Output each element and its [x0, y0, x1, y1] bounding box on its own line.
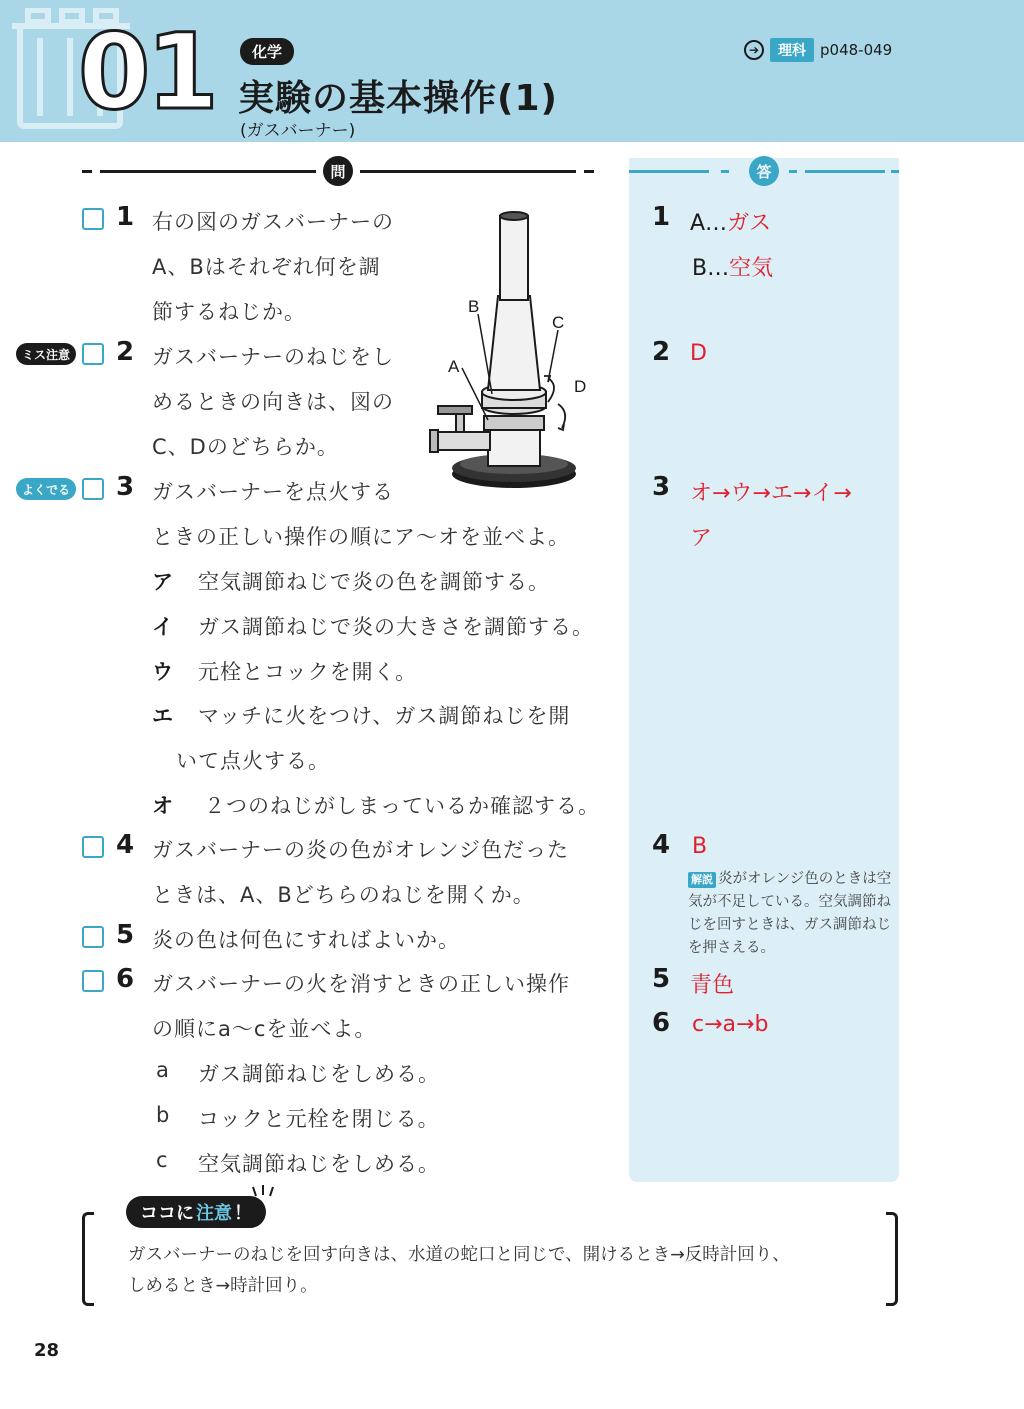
- page-subtitle: (ガスバーナー): [240, 121, 356, 141]
- checkbox-q5[interactable]: [82, 926, 104, 948]
- option-label: a: [156, 1058, 170, 1082]
- bracket-left: [82, 1212, 94, 1306]
- option-text: コックと元栓を閉じる。: [198, 1107, 440, 1131]
- answer-value: ア: [690, 526, 713, 551]
- option-label: イ: [152, 615, 174, 639]
- question-number: 6: [116, 964, 135, 994]
- question-number: 3: [116, 472, 135, 502]
- reference-pages: p048-049: [820, 41, 893, 59]
- question-text: めるときの向きは、図の: [152, 390, 394, 414]
- divider-dot: [584, 170, 594, 173]
- divider-dot: [82, 170, 92, 173]
- option-label: エ: [152, 704, 174, 728]
- divider-line: [100, 170, 316, 173]
- chapter-number: 01: [78, 11, 215, 133]
- option-text: ガス調節ねじをしめる。: [198, 1062, 440, 1086]
- option-text: ガス調節ねじで炎の大きさを調節する。: [198, 615, 594, 639]
- option-label: ア: [152, 570, 174, 594]
- question-text: ガスバーナーの火を消すときの正しい操作: [152, 972, 570, 996]
- figure-label-b: B: [468, 297, 480, 316]
- question-label: 問: [323, 156, 353, 186]
- answer-number: 6: [652, 1008, 671, 1038]
- divider-dot: [891, 170, 899, 173]
- answer-value: B: [692, 834, 708, 859]
- question-section-header: [82, 156, 594, 186]
- answer-section-header: [629, 156, 899, 186]
- figure-label-a: A: [448, 357, 460, 376]
- checkbox-q1[interactable]: [82, 208, 104, 230]
- option-text: マッチに火をつけ、ガス調節ねじを開: [198, 704, 571, 728]
- answer-number: 2: [652, 337, 671, 367]
- question-text: ガスバーナーを点火する: [152, 480, 394, 504]
- question-text: ガスバーナーの炎の色がオレンジ色だった: [152, 838, 569, 862]
- answer-prefix: A…: [690, 211, 728, 236]
- answer-value: D: [690, 341, 707, 366]
- reference-subject-badge: 理科: [770, 38, 814, 62]
- gas-burner-figure: [426, 206, 606, 506]
- answer-text: [690, 206, 771, 237]
- arrow-right-icon: ➔: [744, 40, 764, 60]
- question-text: の順にa～cを並べよ。: [152, 1017, 377, 1041]
- checkbox-q2[interactable]: [82, 343, 104, 365]
- answer-number: 1: [652, 202, 671, 232]
- answer-number: 4: [652, 830, 671, 860]
- question-number: 5: [116, 920, 135, 950]
- reference-link[interactable]: [744, 38, 892, 62]
- spark-icon: [252, 1184, 274, 1198]
- divider-dot: [721, 170, 729, 173]
- question-number: 1: [116, 202, 135, 232]
- caution-badge-text: ココに: [140, 1203, 194, 1224]
- question-text: 炎の色は何色にすればよいか。: [152, 928, 460, 952]
- answer-text: [692, 251, 773, 282]
- divider-line: [629, 170, 709, 173]
- figure-label-c: C: [552, 313, 565, 332]
- question-text: 節するねじか。: [152, 300, 306, 324]
- frequent-tag: よくでる: [16, 478, 76, 500]
- answer-value: オ→ウ→エ→イ→: [690, 481, 852, 506]
- checkbox-q6[interactable]: [82, 970, 104, 992]
- divider-line: [805, 170, 885, 173]
- answer-number: 3: [652, 472, 671, 502]
- page-title: 実験の基本操作(1): [238, 78, 558, 119]
- answer-number: 5: [652, 964, 671, 994]
- question-number: 4: [116, 830, 135, 860]
- checkbox-q4[interactable]: [82, 836, 104, 858]
- option-label: ウ: [152, 660, 174, 684]
- option-label: c: [156, 1148, 169, 1172]
- answer-label: 答: [749, 156, 779, 186]
- option-text: いて点火する。: [176, 749, 330, 773]
- answer-value: ガス: [727, 211, 772, 236]
- answer-value: 青色: [690, 973, 735, 998]
- figure-label-d: D: [574, 377, 587, 396]
- option-text: ２つのねじがしまっているか確認する。: [204, 794, 600, 818]
- option-label: b: [156, 1103, 171, 1127]
- divider-line: [360, 170, 576, 173]
- answer-value: c→a→b: [692, 1012, 769, 1037]
- chapter-header: [0, 0, 1024, 142]
- answer-value: 空気: [729, 256, 774, 281]
- caution-text: ガスバーナーのねじを回す向きは、水道の蛇口と同じで、開けるとき→反時計回り、: [128, 1245, 790, 1265]
- question-number: 2: [116, 337, 135, 367]
- option-text: 空気調節ねじをしめる。: [198, 1152, 440, 1176]
- subject-badge: 化学: [240, 38, 294, 65]
- explanation: [688, 868, 894, 960]
- question-text: C、Dのどちらか。: [152, 435, 339, 459]
- explanation-badge: 解説: [688, 872, 716, 888]
- explanation-text: 炎がオレンジ色のときは空気が不足している。空気調節ねじを回すときは、ガス調節ねじを押さえる。: [688, 871, 892, 956]
- option-text: 元栓とコックを開く。: [198, 660, 418, 684]
- option-text: 空気調節ねじで炎の色を調節する。: [198, 570, 550, 594]
- caution-tag: ミス注意: [16, 343, 76, 365]
- caution-badge-highlight: 注意: [196, 1203, 232, 1224]
- answer-prefix: B…: [692, 256, 730, 281]
- checkbox-q3[interactable]: [82, 478, 104, 500]
- question-text: ときの正しい操作の順にア～オを並べよ。: [152, 525, 570, 549]
- divider-dot: [789, 170, 797, 173]
- option-label: オ: [152, 794, 174, 818]
- question-text: 右の図のガスバーナーの: [152, 210, 394, 234]
- caution-badge-mark: ！: [234, 1203, 252, 1224]
- question-text: ときは、A、Bどちらのねじを開くか。: [152, 883, 535, 907]
- caution-text: しめるとき→時計回り。: [128, 1276, 318, 1296]
- question-text: ガスバーナーのねじをし: [152, 345, 394, 369]
- question-text: A、Bはそれぞれ何を調: [152, 255, 381, 279]
- caution-badge: [126, 1196, 266, 1228]
- page-number: 28: [34, 1340, 60, 1361]
